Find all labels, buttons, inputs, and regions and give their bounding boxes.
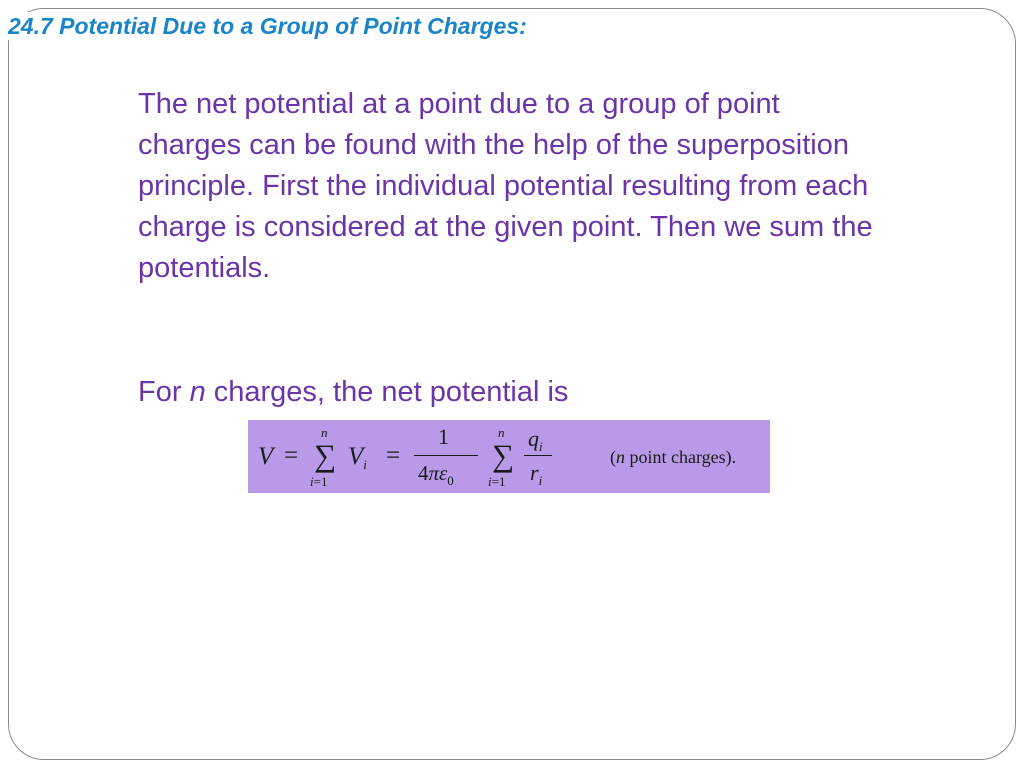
frac-denominator — [530, 460, 543, 488]
equation-equals-2: = — [386, 442, 401, 469]
sum2-lower-var: i — [488, 474, 492, 489]
body-paragraph: The net potential at a point due to a group of point charges can be found with the help of the superposition principle. First the individual potential resulting from each charge is considered at the given point. Then we sum the potentials. — [138, 88, 873, 284]
frac-numerator — [528, 426, 543, 454]
sum2-lower-rest: =1 — [491, 474, 506, 489]
equation-equals-1: = — [284, 442, 299, 469]
equation-box — [248, 420, 770, 493]
coef-fraction-bar — [414, 455, 478, 456]
sum2-sigma: ∑ — [492, 438, 515, 473]
sum1-upper-limit: n — [321, 425, 328, 440]
frac-num-symbol: q — [528, 426, 539, 451]
frac-den-symbol: r — [530, 460, 539, 485]
sum1-lower-limit — [310, 475, 327, 488]
slide-title: 24.7 Potential Due to a Group of Point Charges: — [8, 12, 531, 40]
equation-note — [610, 448, 736, 466]
equation-intro — [138, 372, 568, 413]
equation-term — [348, 443, 367, 472]
sum1-lower-rest: =1 — [313, 474, 328, 489]
coef-numerator: 1 — [438, 424, 449, 449]
frac-num-subscript: i — [539, 439, 543, 454]
coef-denominator — [418, 461, 454, 488]
coef-den-prefix: 4 — [418, 461, 429, 485]
note-open: ( — [610, 447, 616, 467]
intro-suffix: charges, the net potential is — [205, 376, 569, 408]
sum1-sigma: ∑ — [314, 438, 337, 473]
term-symbol: V — [348, 443, 364, 470]
sum2-lower-limit — [488, 475, 505, 488]
intro-variable: n — [189, 376, 206, 408]
note-text: point charges). — [625, 447, 737, 467]
term-subscript: i — [363, 457, 367, 472]
sum1-lower-var: i — [310, 474, 314, 489]
equation-lhs: V — [258, 443, 274, 470]
note-var: n — [616, 447, 625, 467]
frac-den-subscript: i — [538, 473, 543, 488]
coef-den-subscript: 0 — [447, 473, 454, 488]
intro-prefix: For — [138, 376, 190, 408]
coef-den-greek: πε — [428, 461, 448, 485]
frac-bar — [524, 455, 552, 456]
sum2-upper-limit: n — [498, 425, 505, 440]
